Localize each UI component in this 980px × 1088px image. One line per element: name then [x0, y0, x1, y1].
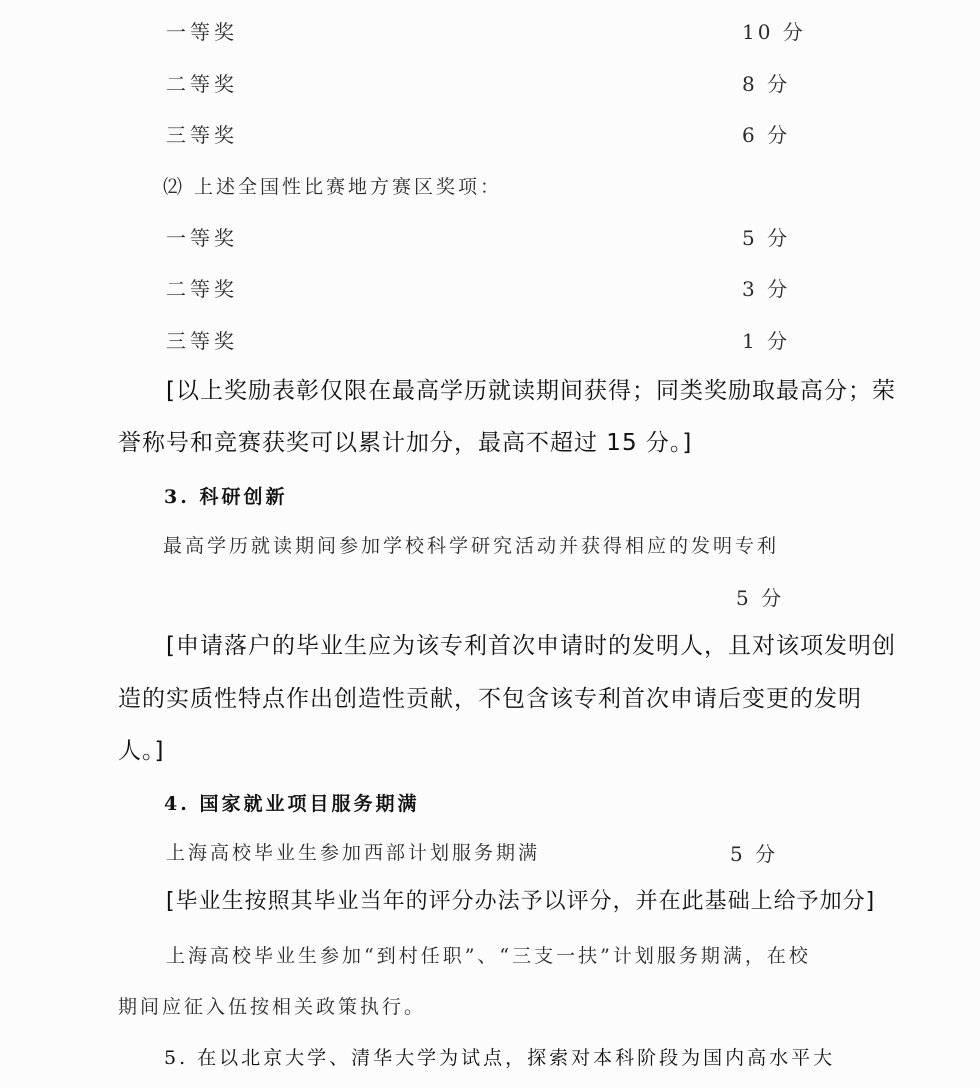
section3-desc: 最高学历就读期间参加学校科学研究活动并获得相应的发明专利	[163, 535, 780, 557]
section3-note-line2: 造的实质性特点作出创造性贡献，不包含该专利首次申请后变更的发明	[118, 686, 862, 712]
regional-award-3-points: 1 分	[742, 329, 791, 353]
note1-line2: 誉称号和竞赛获奖可以累计加分，最高不超过 15 分。]	[118, 430, 693, 456]
regional-award-2-label: 二等奖	[166, 277, 238, 301]
section3-title: 3. 科研创新	[164, 486, 288, 508]
section5-line1: 5. 在以北京大学、清华大学为试点，探索对本科阶段为国内高水平大	[164, 1047, 836, 1069]
regional-award-3-label: 三等奖	[166, 329, 238, 353]
regional-award-2-points: 3 分	[742, 277, 791, 301]
national-award-3-label: 三等奖	[166, 123, 238, 147]
regional-award-1-points: 5 分	[742, 226, 791, 250]
national-award-1-points: 10 分	[742, 20, 806, 44]
section4-title: 4. 国家就业项目服务期满	[164, 793, 420, 815]
section4-para-line1: 上海高校毕业生参加“到村任职”、“三支一扶”计划服务期满，在校	[166, 945, 811, 967]
regional-award-1-label: 一等奖	[166, 226, 238, 250]
section3-note-line3: 人。]	[118, 738, 165, 764]
national-award-3-points: 6 分	[742, 123, 791, 147]
section3-note-line1: [申请落户的毕业生应为该专利首次申请时的发明人，且对该项发明创	[166, 633, 896, 659]
section4-points: 5 分	[730, 842, 779, 866]
national-award-2-label: 二等奖	[166, 72, 238, 96]
national-award-1-label: 一等奖	[166, 20, 238, 44]
section4-para-line2: 期间应征入伍按相关政策执行。	[118, 996, 427, 1018]
section4-item: 上海高校毕业生参加西部计划服务期满	[166, 842, 541, 864]
regional-intro: ⑵ 上述全国性比赛地方赛区奖项：	[163, 176, 503, 198]
note1-line1: [以上奖励表彰仅限在最高学历就读期间获得；同类奖励取最高分；荣	[166, 378, 896, 404]
national-award-2-points: 8 分	[742, 72, 791, 96]
section4-note: [毕业生按照其毕业当年的评分办法予以评分，并在此基础上给予加分]	[166, 889, 876, 914]
section3-points: 5 分	[736, 586, 785, 610]
